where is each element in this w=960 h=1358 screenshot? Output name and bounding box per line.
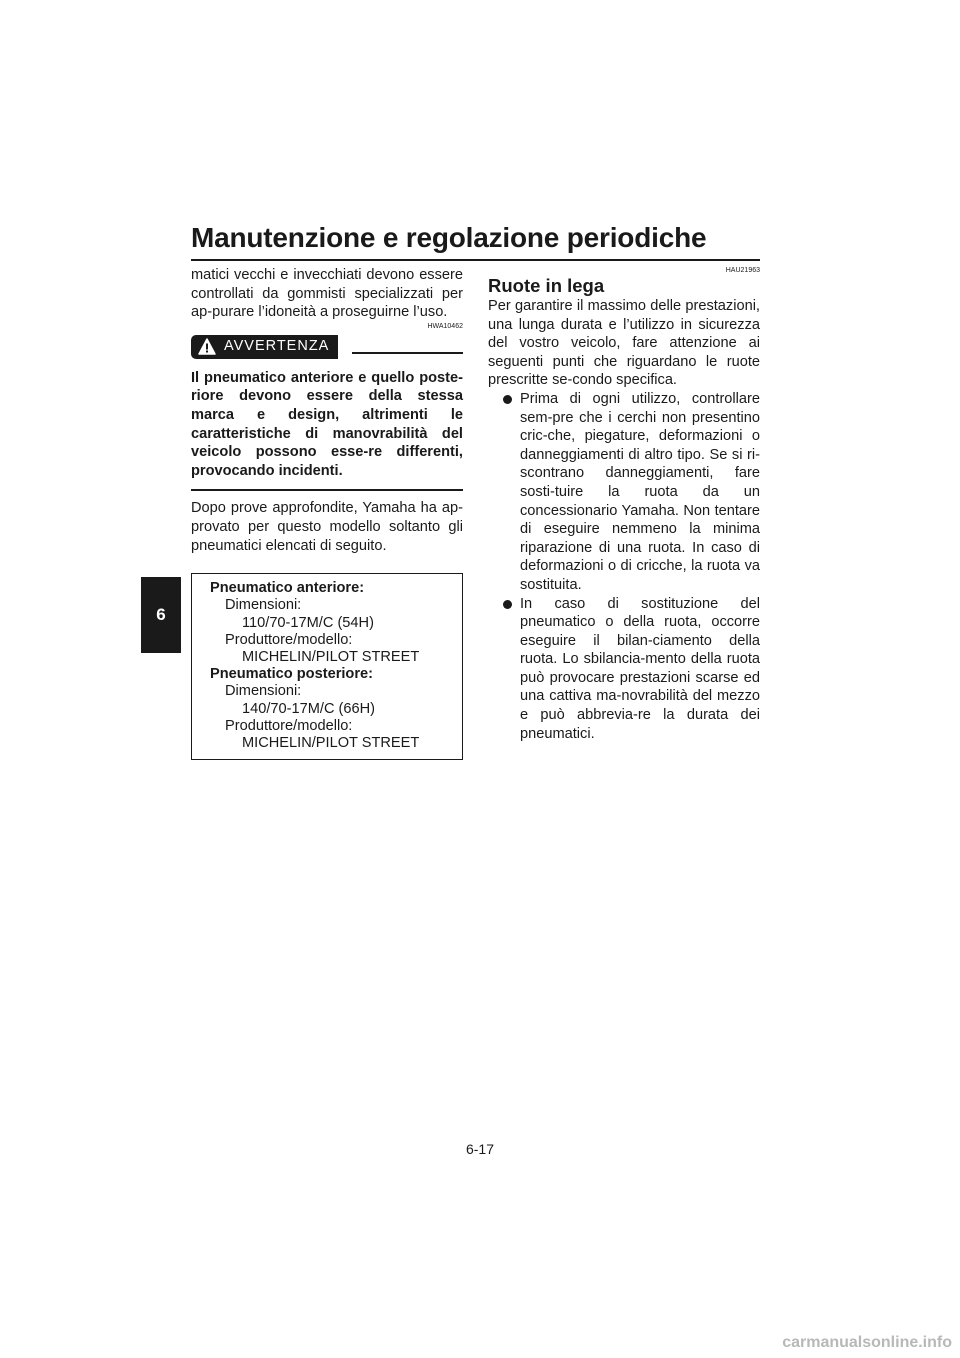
front-size-label: Dimensioni: [225, 597, 302, 614]
page-number: 6-17 [465, 1141, 495, 1157]
warning-code: HWA10462 [427, 322, 463, 330]
page-title: Manutenzione e regolazione periodiche [191, 222, 707, 253]
title-rule [191, 259, 760, 261]
rear-tire-heading: Pneumatico posteriore: [210, 666, 373, 683]
bullet-list [488, 390, 760, 743]
rear-size-value: 140/70-17M/C (66H) [242, 700, 376, 717]
section-code: HAU21963 [725, 267, 760, 274]
front-size-value: 110/70-17M/C (54H) [242, 614, 374, 631]
approval-paragraph: Dopo prove approfondite, Yamaha ha ap-provato per questo modello soltanto gli pneumatici elencati di seguito. [191, 500, 463, 554]
rear-maker-label: Produttore/modello: [225, 717, 353, 734]
tire-spec-box [191, 573, 463, 760]
wheels-intro: Per garantire il massimo delle prestazioni, una lunga durata e l’utilizzo in sicurezza del vostro veicolo, fare attenzione ai seguenti punti che riguardano le ruote prescritte se-condo specifica. [488, 298, 760, 389]
warning-end-rule [191, 489, 463, 491]
intro-paragraph: matici vecchi e invecchiati devono essere controllati da gommisti specializzati per ap-purare l’idoneità a proseguirne l’uso. [191, 267, 463, 321]
watermark: carmanualsonline.info [782, 1334, 952, 1351]
warning-rule [352, 352, 463, 354]
warning-label: AVVERTENZA [224, 338, 330, 355]
warning-text: Il pneumatico anteriore e quello poste-riore devono essere della stessa marca e design, altrimenti le caratteristiche di manovrabilità del veicolo possono esse-re differenti, provocando incidenti. [191, 369, 463, 479]
front-maker-label: Produttore/modello: [225, 631, 353, 648]
list-item [488, 390, 760, 595]
chapter-tab: 6 [141, 577, 181, 653]
bullet-icon [503, 395, 512, 404]
bullet-icon [503, 600, 512, 609]
front-maker-value: MICHELIN/PILOT STREET [242, 648, 420, 665]
warning-header [191, 335, 463, 359]
front-tire-heading: Pneumatico anteriore: [210, 580, 365, 597]
list-item [488, 595, 760, 744]
warning-icon [198, 338, 216, 355]
list-item-text: In caso di sostituzione del pneumatico o della ruota, occorre eseguire il bilan-ciamento della ruota. Lo sbilancia-mento della ruota può provocare prestazioni scarse ed una cattiva ma-novrabilità del mezzo e può abbrevia-re la durata dei pneumatici. [520, 595, 760, 742]
list-item-text: Prima di ogni utilizzo, controllare sem-pre che i cerchi non presentino cric-che, piegature, deformazioni o danneggiamenti di altro tipo. Se si ri-scontrano danneggiamenti, fare sosti-tuire la ruota da un concessionario Yamaha. Non tentare di eseguire nemmeno la minima riparazione di una ruota. In caso di deformazioni o di cricche, la ruota va sostituita. [520, 390, 760, 593]
section-title: Ruote in lega [488, 275, 605, 296]
rear-maker-value: MICHELIN/PILOT STREET [242, 734, 420, 751]
rear-size-label: Dimensioni: [225, 683, 302, 700]
right-column [488, 266, 760, 743]
warning-badge [191, 335, 338, 359]
left-column [191, 266, 463, 760]
